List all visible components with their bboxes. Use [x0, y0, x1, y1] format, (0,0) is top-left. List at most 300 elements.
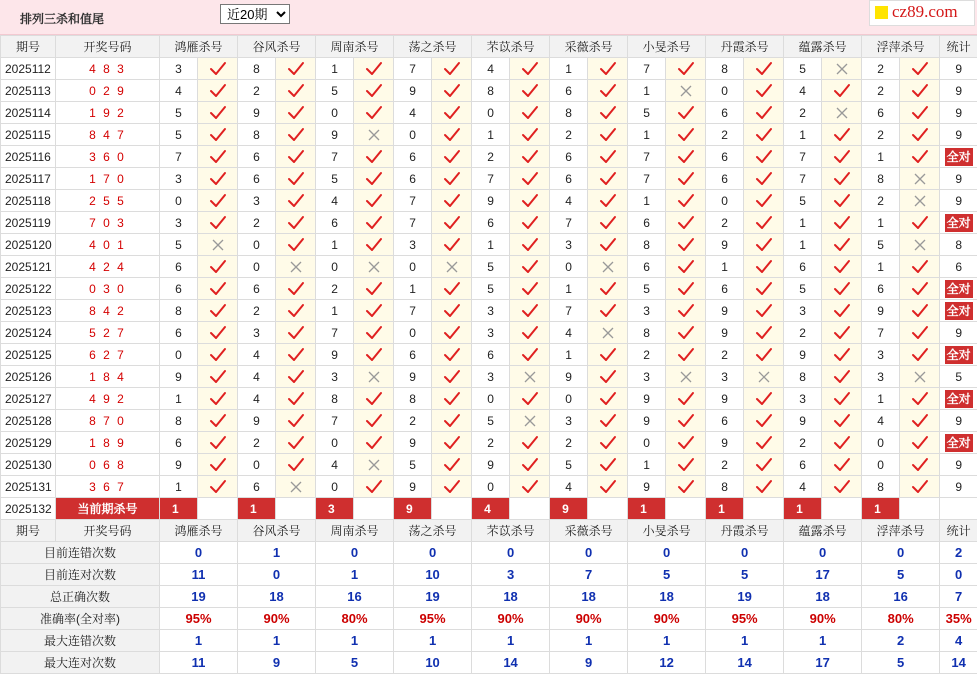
current-kill-blank: [588, 498, 628, 520]
correct-check-icon: [198, 432, 238, 454]
stats-value: 5: [862, 652, 940, 674]
column-header: 浮萍杀号: [862, 520, 940, 542]
correct-check-icon: [198, 102, 238, 124]
kill-number-cell: 4: [784, 80, 822, 102]
correct-check-icon: [588, 212, 628, 234]
stats-value: 11: [160, 652, 238, 674]
kill-number-cell: 4: [550, 190, 588, 212]
kill-number-cell: 3: [784, 388, 822, 410]
wrong-cross-icon: [198, 234, 238, 256]
correct-check-icon: [744, 256, 784, 278]
wrong-cross-icon: [276, 476, 316, 498]
stats-value: 9: [550, 652, 628, 674]
current-kill-number: 1: [784, 498, 822, 520]
correct-check-icon: [666, 410, 706, 432]
stats-value: 16: [862, 586, 940, 608]
kill-number-cell: 5: [316, 80, 354, 102]
kill-number-cell: 2: [238, 432, 276, 454]
correct-check-icon: [900, 410, 940, 432]
row-stat-cell: [940, 388, 977, 410]
kill-number-cell: 3: [394, 234, 432, 256]
kill-number-cell: 9: [706, 388, 744, 410]
period-cell: 2025117: [1, 168, 56, 190]
correct-check-icon: [588, 344, 628, 366]
stats-value: 1: [550, 630, 628, 652]
stats-value: 12: [628, 652, 706, 674]
stats-value: 80%: [316, 608, 394, 630]
kill-number-cell: 3: [316, 366, 354, 388]
correct-check-icon: [822, 256, 862, 278]
stats-value: 19: [706, 586, 784, 608]
kill-number-cell: 4: [238, 388, 276, 410]
correct-check-icon: [666, 212, 706, 234]
period-select[interactable]: [220, 4, 290, 24]
draw-code-cell: 0 2 9: [56, 80, 160, 102]
kill-number-cell: 3: [238, 190, 276, 212]
kill-number-cell: 0: [706, 80, 744, 102]
kill-number-cell: 8: [628, 234, 666, 256]
correct-check-icon: [432, 300, 472, 322]
column-header: 鸿雁杀号: [160, 520, 238, 542]
kill-number-cell: 1: [394, 278, 432, 300]
correct-check-icon: [198, 388, 238, 410]
correct-check-icon: [432, 124, 472, 146]
correct-check-icon: [276, 322, 316, 344]
column-header: 期号: [1, 520, 56, 542]
correct-check-icon: [510, 58, 550, 80]
correct-check-icon: [822, 366, 862, 388]
correct-check-icon: [588, 102, 628, 124]
correct-check-icon: [588, 300, 628, 322]
column-header: 开奖号码: [56, 36, 160, 58]
kill-number-cell: 4: [160, 80, 198, 102]
stats-value: 7: [550, 564, 628, 586]
correct-check-icon: [822, 146, 862, 168]
correct-check-icon: [900, 80, 940, 102]
correct-check-icon: [666, 190, 706, 212]
table-row: [1, 124, 977, 146]
correct-check-icon: [276, 410, 316, 432]
kill-number-cell: 6: [706, 410, 744, 432]
stats-value: 1: [628, 630, 706, 652]
stats-value: 1: [160, 630, 238, 652]
kill-number-cell: 0: [160, 344, 198, 366]
kill-number-cell: 9: [862, 300, 900, 322]
correct-check-icon: [744, 344, 784, 366]
period-cell: 2025130: [1, 454, 56, 476]
kill-number-cell: 8: [706, 476, 744, 498]
kill-number-cell: 6: [394, 146, 432, 168]
wrong-cross-icon: [666, 80, 706, 102]
stats-label: 准确率(全对率): [1, 608, 160, 630]
row-stat-cell: 9: [940, 476, 977, 498]
correct-check-icon: [744, 212, 784, 234]
wrong-cross-icon: [900, 190, 940, 212]
current-kill-number: 3: [316, 498, 354, 520]
correct-check-icon: [354, 410, 394, 432]
table-row: [1, 322, 977, 344]
correct-check-icon: [510, 190, 550, 212]
correct-check-icon: [510, 344, 550, 366]
kill-number-cell: 0: [238, 256, 276, 278]
wrong-cross-icon: [354, 124, 394, 146]
stats-row: [1, 542, 977, 564]
kill-number-cell: 5: [160, 124, 198, 146]
stats-value: 0: [550, 542, 628, 564]
correct-check-icon: [666, 102, 706, 124]
kill-number-cell: 2: [706, 212, 744, 234]
current-kill-number: 1: [238, 498, 276, 520]
all-right-badge: 全对: [945, 214, 973, 232]
correct-check-icon: [666, 168, 706, 190]
kill-number-cell: 9: [394, 366, 432, 388]
stats-value: 90%: [628, 608, 706, 630]
row-stat-cell: 9: [940, 410, 977, 432]
kill-number-cell: 0: [550, 388, 588, 410]
kill-number-cell: 0: [238, 234, 276, 256]
kill-number-cell: 1: [628, 454, 666, 476]
correct-check-icon: [276, 388, 316, 410]
correct-check-icon: [588, 168, 628, 190]
kill-number-cell: 2: [862, 190, 900, 212]
correct-check-icon: [744, 300, 784, 322]
row-stat-cell: [940, 432, 977, 454]
correct-check-icon: [822, 322, 862, 344]
site-logo[interactable]: [869, 0, 975, 26]
period-cell: 2025127: [1, 388, 56, 410]
correct-check-icon: [198, 124, 238, 146]
column-header: 周南杀号: [316, 36, 394, 58]
stats-row: [1, 608, 977, 630]
kill-number-cell: 4: [238, 344, 276, 366]
row-stat-cell: [940, 344, 977, 366]
draw-code-cell: 1 9 2: [56, 102, 160, 124]
draw-code-cell: 5 2 7: [56, 322, 160, 344]
kill-number-cell: 6: [316, 212, 354, 234]
kill-number-cell: 5: [550, 454, 588, 476]
kill-number-cell: 6: [706, 278, 744, 300]
kill-number-cell: 0: [238, 454, 276, 476]
row-stat-cell: 9: [940, 80, 977, 102]
kill-number-cell: 2: [550, 432, 588, 454]
correct-check-icon: [822, 432, 862, 454]
correct-check-icon: [744, 432, 784, 454]
correct-check-icon: [588, 410, 628, 432]
kill-number-cell: 0: [316, 432, 354, 454]
current-kill-number: 1: [160, 498, 198, 520]
kill-number-cell: 0: [160, 190, 198, 212]
kill-number-cell: 0: [472, 476, 510, 498]
correct-check-icon: [510, 80, 550, 102]
correct-check-icon: [822, 476, 862, 498]
all-right-badge: 全对: [945, 302, 973, 320]
wrong-cross-icon: [432, 256, 472, 278]
wrong-cross-icon: [354, 366, 394, 388]
stats-value: 19: [160, 586, 238, 608]
draw-code-cell: 6 2 7: [56, 344, 160, 366]
kill-number-cell: 9: [706, 300, 744, 322]
kill-number-cell: 7: [394, 212, 432, 234]
correct-check-icon: [198, 80, 238, 102]
stats-value: 1: [706, 630, 784, 652]
wrong-cross-icon: [354, 454, 394, 476]
correct-check-icon: [822, 388, 862, 410]
correct-check-icon: [510, 102, 550, 124]
top-header-row: [1, 36, 977, 58]
kill-number-cell: 6: [160, 432, 198, 454]
kill-number-cell: 0: [316, 256, 354, 278]
correct-check-icon: [666, 432, 706, 454]
current-kill-number: 1: [706, 498, 744, 520]
stats-value: 17: [784, 564, 862, 586]
stats-value: 10: [394, 652, 472, 674]
period-cell: 2025128: [1, 410, 56, 432]
kill-number-cell: 3: [160, 58, 198, 80]
correct-check-icon: [744, 476, 784, 498]
draw-code-cell: 3 6 0: [56, 146, 160, 168]
kill-number-cell: 9: [784, 410, 822, 432]
correct-check-icon: [354, 300, 394, 322]
stats-value: 14: [940, 652, 977, 674]
kill-number-cell: 4: [316, 454, 354, 476]
kill-number-cell: 1: [316, 58, 354, 80]
kill-number-cell: 1: [550, 344, 588, 366]
kill-number-cell: 0: [628, 432, 666, 454]
correct-check-icon: [198, 300, 238, 322]
kill-number-cell: 2: [472, 146, 510, 168]
table-row: [1, 278, 977, 300]
kill-number-cell: 4: [472, 58, 510, 80]
stats-value: 5: [316, 652, 394, 674]
stats-value: 90%: [784, 608, 862, 630]
correct-check-icon: [666, 300, 706, 322]
period-cell: 2025116: [1, 146, 56, 168]
correct-check-icon: [276, 344, 316, 366]
kill-number-cell: 5: [628, 278, 666, 300]
kill-number-cell: 2: [706, 124, 744, 146]
current-kill-blank: [822, 498, 862, 520]
stats-value: 1: [238, 542, 316, 564]
kill-number-cell: 2: [706, 344, 744, 366]
table-row: [1, 476, 977, 498]
kill-number-cell: 9: [316, 124, 354, 146]
kill-number-cell: 6: [784, 256, 822, 278]
column-header: 鸿雁杀号: [160, 36, 238, 58]
stats-value: 0: [862, 542, 940, 564]
stats-value: 5: [862, 564, 940, 586]
kill-number-cell: 8: [160, 300, 198, 322]
kill-number-cell: 5: [862, 234, 900, 256]
draw-code-cell: 1 7 0: [56, 168, 160, 190]
correct-check-icon: [822, 212, 862, 234]
correct-check-icon: [354, 58, 394, 80]
kill-number-cell: 0: [472, 388, 510, 410]
all-right-badge: 全对: [945, 280, 973, 298]
column-header: 采薇杀号: [550, 520, 628, 542]
kill-number-cell: 6: [238, 146, 276, 168]
kill-number-cell: 7: [394, 300, 432, 322]
correct-check-icon: [822, 278, 862, 300]
kill-number-cell: 3: [472, 300, 510, 322]
stats-label: 目前连对次数: [1, 564, 160, 586]
current-kill-blank: [432, 498, 472, 520]
kill-number-cell: 1: [784, 234, 822, 256]
table-row: [1, 80, 977, 102]
draw-code-cell: 3 6 7: [56, 476, 160, 498]
row-stat-cell: 9: [940, 124, 977, 146]
kill-number-cell: 1: [784, 124, 822, 146]
correct-check-icon: [510, 234, 550, 256]
correct-check-icon: [432, 366, 472, 388]
kill-number-cell: 8: [394, 388, 432, 410]
correct-check-icon: [744, 190, 784, 212]
kill-number-cell: 8: [784, 366, 822, 388]
stats-value: 1: [316, 630, 394, 652]
correct-check-icon: [510, 168, 550, 190]
draw-code-cell: 8 4 7: [56, 124, 160, 146]
correct-check-icon: [510, 256, 550, 278]
kill-number-cell: 3: [160, 168, 198, 190]
draw-code-cell: 1 8 4: [56, 366, 160, 388]
correct-check-icon: [822, 344, 862, 366]
correct-check-icon: [276, 454, 316, 476]
kill-number-cell: 1: [862, 388, 900, 410]
correct-check-icon: [822, 124, 862, 146]
kill-number-cell: 2: [238, 300, 276, 322]
wrong-cross-icon: [900, 366, 940, 388]
correct-check-icon: [276, 366, 316, 388]
all-right-badge: 全对: [945, 346, 973, 364]
table-row: [1, 454, 977, 476]
correct-check-icon: [432, 212, 472, 234]
correct-check-icon: [744, 278, 784, 300]
stats-value: 18: [628, 586, 706, 608]
row-stat-cell: 9: [940, 454, 977, 476]
correct-check-icon: [198, 190, 238, 212]
kill-number-cell: 9: [160, 454, 198, 476]
stats-value: 1: [472, 630, 550, 652]
correct-check-icon: [744, 80, 784, 102]
correct-check-icon: [354, 278, 394, 300]
kill-number-cell: 2: [862, 80, 900, 102]
kill-number-cell: 9: [160, 366, 198, 388]
kill-number-cell: 6: [160, 278, 198, 300]
period-cell: 2025126: [1, 366, 56, 388]
correct-check-icon: [744, 102, 784, 124]
kill-number-cell: 5: [784, 58, 822, 80]
correct-check-icon: [432, 278, 472, 300]
kill-number-cell: 9: [316, 344, 354, 366]
wrong-cross-icon: [276, 256, 316, 278]
kill-number-cell: 8: [316, 388, 354, 410]
stats-value: 80%: [862, 608, 940, 630]
correct-check-icon: [510, 146, 550, 168]
row-stat-cell: [940, 300, 977, 322]
column-header: 采薇杀号: [550, 36, 628, 58]
kill-number-cell: 2: [862, 58, 900, 80]
current-kill-number: 1: [862, 498, 900, 520]
stats-value: 1: [394, 630, 472, 652]
correct-check-icon: [510, 388, 550, 410]
correct-check-icon: [900, 102, 940, 124]
table-row: [1, 212, 977, 234]
stats-value: 5: [628, 564, 706, 586]
wrong-cross-icon: [666, 366, 706, 388]
column-header: 统计: [940, 520, 977, 542]
kill-number-cell: 1: [472, 234, 510, 256]
stats-row: [1, 652, 977, 674]
current-kill-number: 1: [628, 498, 666, 520]
period-cell: 2025123: [1, 300, 56, 322]
table-row: [1, 388, 977, 410]
table-row: [1, 58, 977, 80]
kill-number-cell: 3: [706, 366, 744, 388]
row-stat-cell: 5: [940, 366, 977, 388]
kill-number-cell: 9: [472, 454, 510, 476]
stats-value: 0: [628, 542, 706, 564]
stats-value: 18: [472, 586, 550, 608]
correct-check-icon: [432, 432, 472, 454]
correct-check-icon: [510, 124, 550, 146]
correct-check-icon: [822, 234, 862, 256]
kill-number-cell: 6: [628, 256, 666, 278]
kill-number-cell: 7: [160, 146, 198, 168]
correct-check-icon: [354, 212, 394, 234]
kill-number-cell: 1: [160, 388, 198, 410]
correct-check-icon: [198, 256, 238, 278]
stats-value: 19: [394, 586, 472, 608]
correct-check-icon: [744, 410, 784, 432]
kill-number-cell: 7: [394, 58, 432, 80]
current-kill-blank: [276, 498, 316, 520]
kill-number-cell: 8: [160, 410, 198, 432]
kill-number-cell: 6: [628, 212, 666, 234]
kill-number-cell: 4: [862, 410, 900, 432]
correct-check-icon: [354, 234, 394, 256]
wrong-cross-icon: [510, 410, 550, 432]
kill-number-cell: 5: [160, 234, 198, 256]
correct-check-icon: [432, 146, 472, 168]
period-cell: 2025119: [1, 212, 56, 234]
period-cell: 2025122: [1, 278, 56, 300]
correct-check-icon: [588, 454, 628, 476]
draw-code-cell: 4 2 4: [56, 256, 160, 278]
kill-number-cell: 5: [628, 102, 666, 124]
kill-number-cell: 9: [784, 344, 822, 366]
stats-value: 3: [472, 564, 550, 586]
stats-value: 90%: [550, 608, 628, 630]
table-row: [1, 410, 977, 432]
current-kill-blank: [354, 498, 394, 520]
correct-check-icon: [900, 58, 940, 80]
correct-check-icon: [510, 212, 550, 234]
wrong-cross-icon: [588, 322, 628, 344]
stats-row: [1, 586, 977, 608]
stats-value: 95%: [706, 608, 784, 630]
row-stat-cell: 9: [940, 322, 977, 344]
kill-number-cell: 1: [628, 80, 666, 102]
kill-number-cell: 9: [238, 102, 276, 124]
correct-check-icon: [198, 278, 238, 300]
stats-value: 18: [238, 586, 316, 608]
kill-number-cell: 5: [472, 410, 510, 432]
current-kill-blank: [900, 498, 940, 520]
correct-check-icon: [900, 432, 940, 454]
stats-value: 11: [160, 564, 238, 586]
draw-code-cell: 4 9 2: [56, 388, 160, 410]
column-header: 荡之杀号: [394, 36, 472, 58]
column-header: 蕴露杀号: [784, 36, 862, 58]
